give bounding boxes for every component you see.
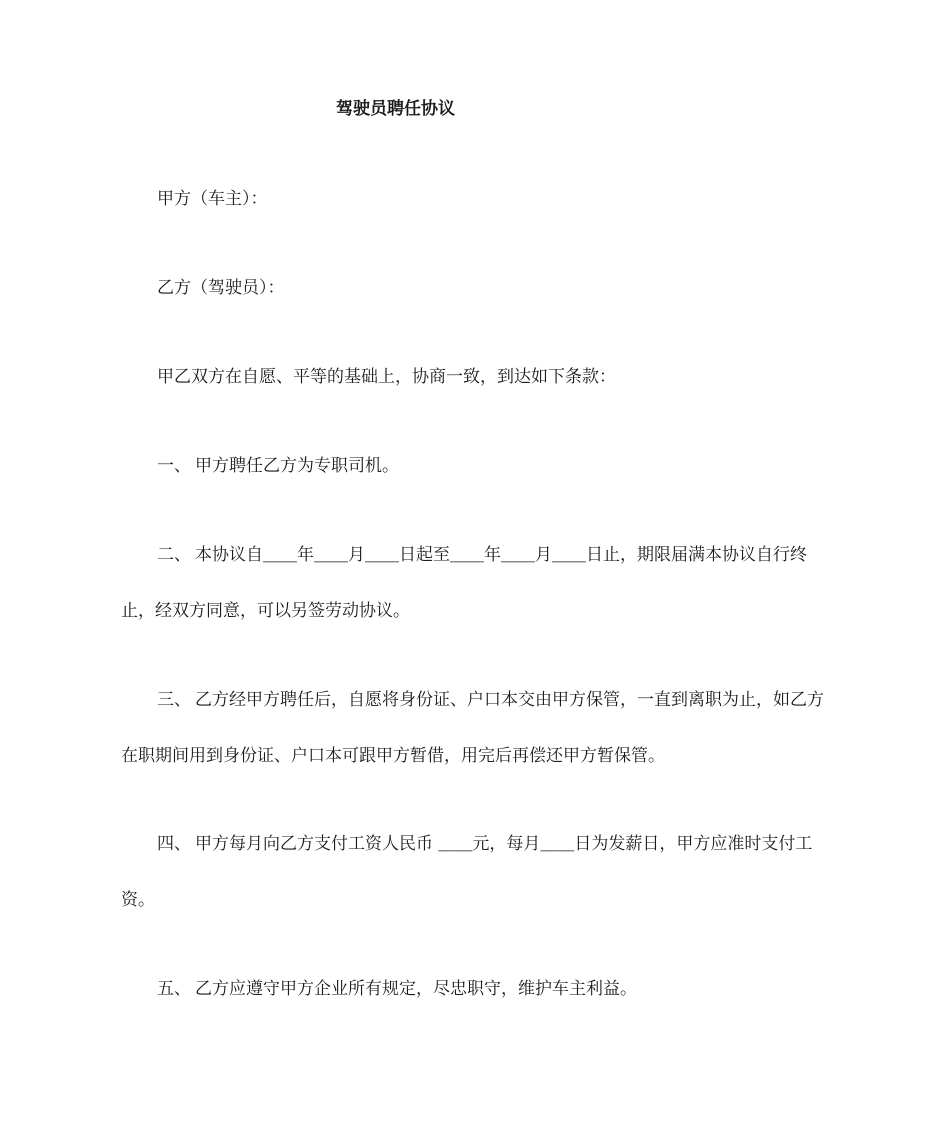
party-b-line: 乙方（驾驶员）： — [157, 278, 285, 298]
clause-text: 甲方每月向乙方支付工资人民币 ＿＿元，每月＿＿日为发薪日，甲方应准时支付工资。 — [121, 834, 813, 910]
clause-text: 乙方经甲方聘任后，自愿将身份证、户口本交由甲方保管，一直到离职为止，如乙方在职期间用到身份证、户口本可跟甲方暂借，用完后再偿还甲方暂保管。 — [121, 690, 824, 766]
clause-4 — [121, 816, 836, 928]
clause-1 — [121, 438, 836, 494]
party-a-line: 甲方（车主）： — [157, 189, 268, 209]
clause-number: 一、 — [157, 456, 191, 476]
clause-text: 本协议自＿＿年＿＿月＿＿日起至＿＿年＿＿月＿＿日止，期限届满本协议自行终止，经双方同意，可以另签劳动协议。 — [121, 545, 807, 621]
clause-3 — [121, 672, 836, 784]
clause-text: 甲方聘任乙方为专职司机。 — [195, 456, 399, 476]
clause-number: 二、 — [157, 545, 191, 565]
clause-number: 三、 — [157, 690, 191, 710]
clause-number: 五、 — [157, 979, 191, 999]
clause-number: 四、 — [157, 834, 191, 854]
clause-5 — [121, 961, 836, 1017]
clause-2 — [121, 527, 836, 639]
document-title: 驾驶员聘任协议 — [336, 99, 455, 119]
clause-text: 乙方应遵守甲方企业所有规定，尽忠职守，维护车主利益。 — [195, 979, 637, 999]
intro-paragraph: 甲乙双方在自愿、平等的基础上，协商一致，到达如下条款： — [157, 367, 616, 387]
